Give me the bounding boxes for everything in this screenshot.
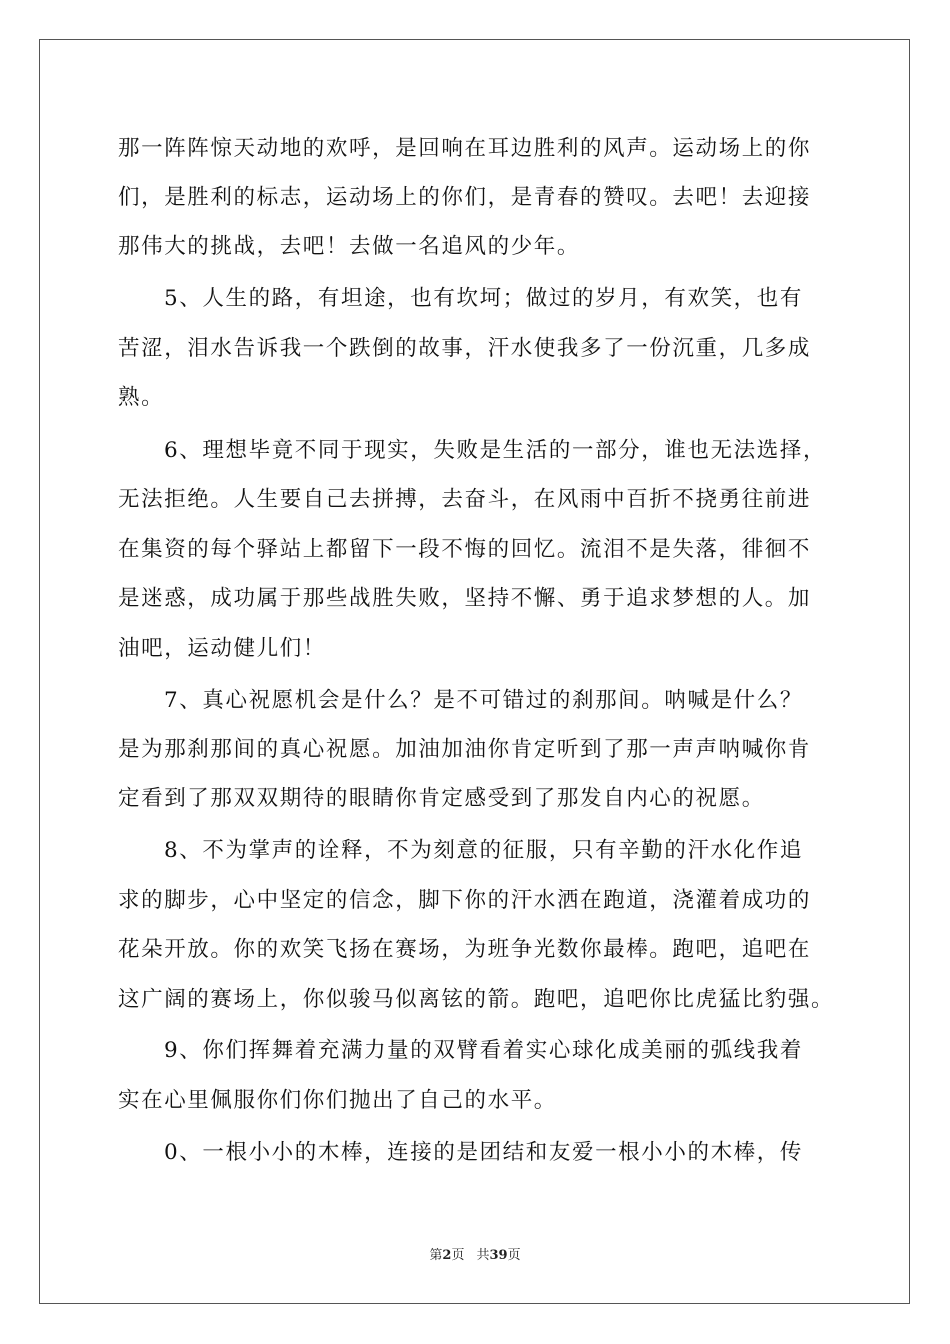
total-pages: 39: [489, 1248, 508, 1263]
text-line: 是为那刹那间的真心祝愿。加油加油你肯定听到了那一声声呐喊你肯: [118, 737, 812, 762]
paragraph-start: 0、一根小小的木棒，连接的是团结和友爱一根小小的木棒，传: [164, 1140, 803, 1165]
paragraph-start: 6、理想毕竟不同于现实，失败是生活的一部分，谁也无法选择，: [164, 438, 827, 463]
page-prefix: 第: [429, 1248, 443, 1263]
text-line: 实在心里佩服你们你们抛出了自己的水平。: [118, 1088, 557, 1113]
text-line: 在集资的每个驿站上都留下一段不悔的回忆。流泪不是失落，徘徊不: [118, 537, 812, 562]
text-line: 无法拒绝。人生要自己去拼搏，去奋斗，在风雨中百折不挠勇往前进: [118, 487, 812, 512]
text-line: 定看到了那双双期待的眼睛你肯定感受到了那发自内心的祝愿。: [118, 786, 765, 811]
page-number: 2: [442, 1248, 452, 1263]
total-prefix: 共: [476, 1248, 490, 1263]
page-footer: [0, 1247, 950, 1265]
text-line: 那一阵阵惊天动地的欢呼，是回响在耳边胜利的风声。运动场上的你: [118, 136, 812, 161]
text-line: 求的脚步，心中坚定的信念，脚下你的汗水洒在跑道，浇灌着成功的: [118, 888, 812, 913]
page-suffix: 页: [451, 1248, 465, 1263]
text-line: 油吧，运动健儿们！: [118, 636, 326, 661]
text-line: 熟。: [118, 385, 165, 410]
text-line: 苦涩，泪水告诉我一个跌倒的故事，汗水使我多了一份沉重，几多成: [118, 336, 812, 361]
text-line: 们，是胜利的标志，运动场上的你们，是青春的赞叹。去吧！去迎接: [118, 185, 812, 210]
paragraph-start: 7、真心祝愿机会是什么？是不可错过的刹那间。呐喊是什么？: [164, 688, 803, 713]
total-suffix: 页: [507, 1248, 521, 1263]
text-line: 这广阔的赛场上，你似骏马似离铉的箭。跑吧，追吧你比虎猛比豹强。: [118, 987, 835, 1012]
text-line: 是迷惑，成功属于那些战胜失败，坚持不懈、勇于追求梦想的人。加: [118, 586, 812, 611]
paragraph-start: 9、你们挥舞着充满力量的双臂看着实心球化成美丽的弧线我着: [164, 1038, 803, 1063]
paragraph-start: 8、不为掌声的诠释，不为刻意的征服，只有辛勤的汗水化作追: [164, 838, 803, 863]
text-line: 那伟大的挑战，去吧！去做一名追风的少年。: [118, 234, 581, 259]
text-line: 花朵开放。你的欢笑飞扬在赛场，为班争光数你最棒。跑吧，追吧在: [118, 937, 812, 962]
paragraph-start: 5、人生的路，有坦途，也有坎坷；做过的岁月，有欢笑，也有: [164, 286, 803, 311]
